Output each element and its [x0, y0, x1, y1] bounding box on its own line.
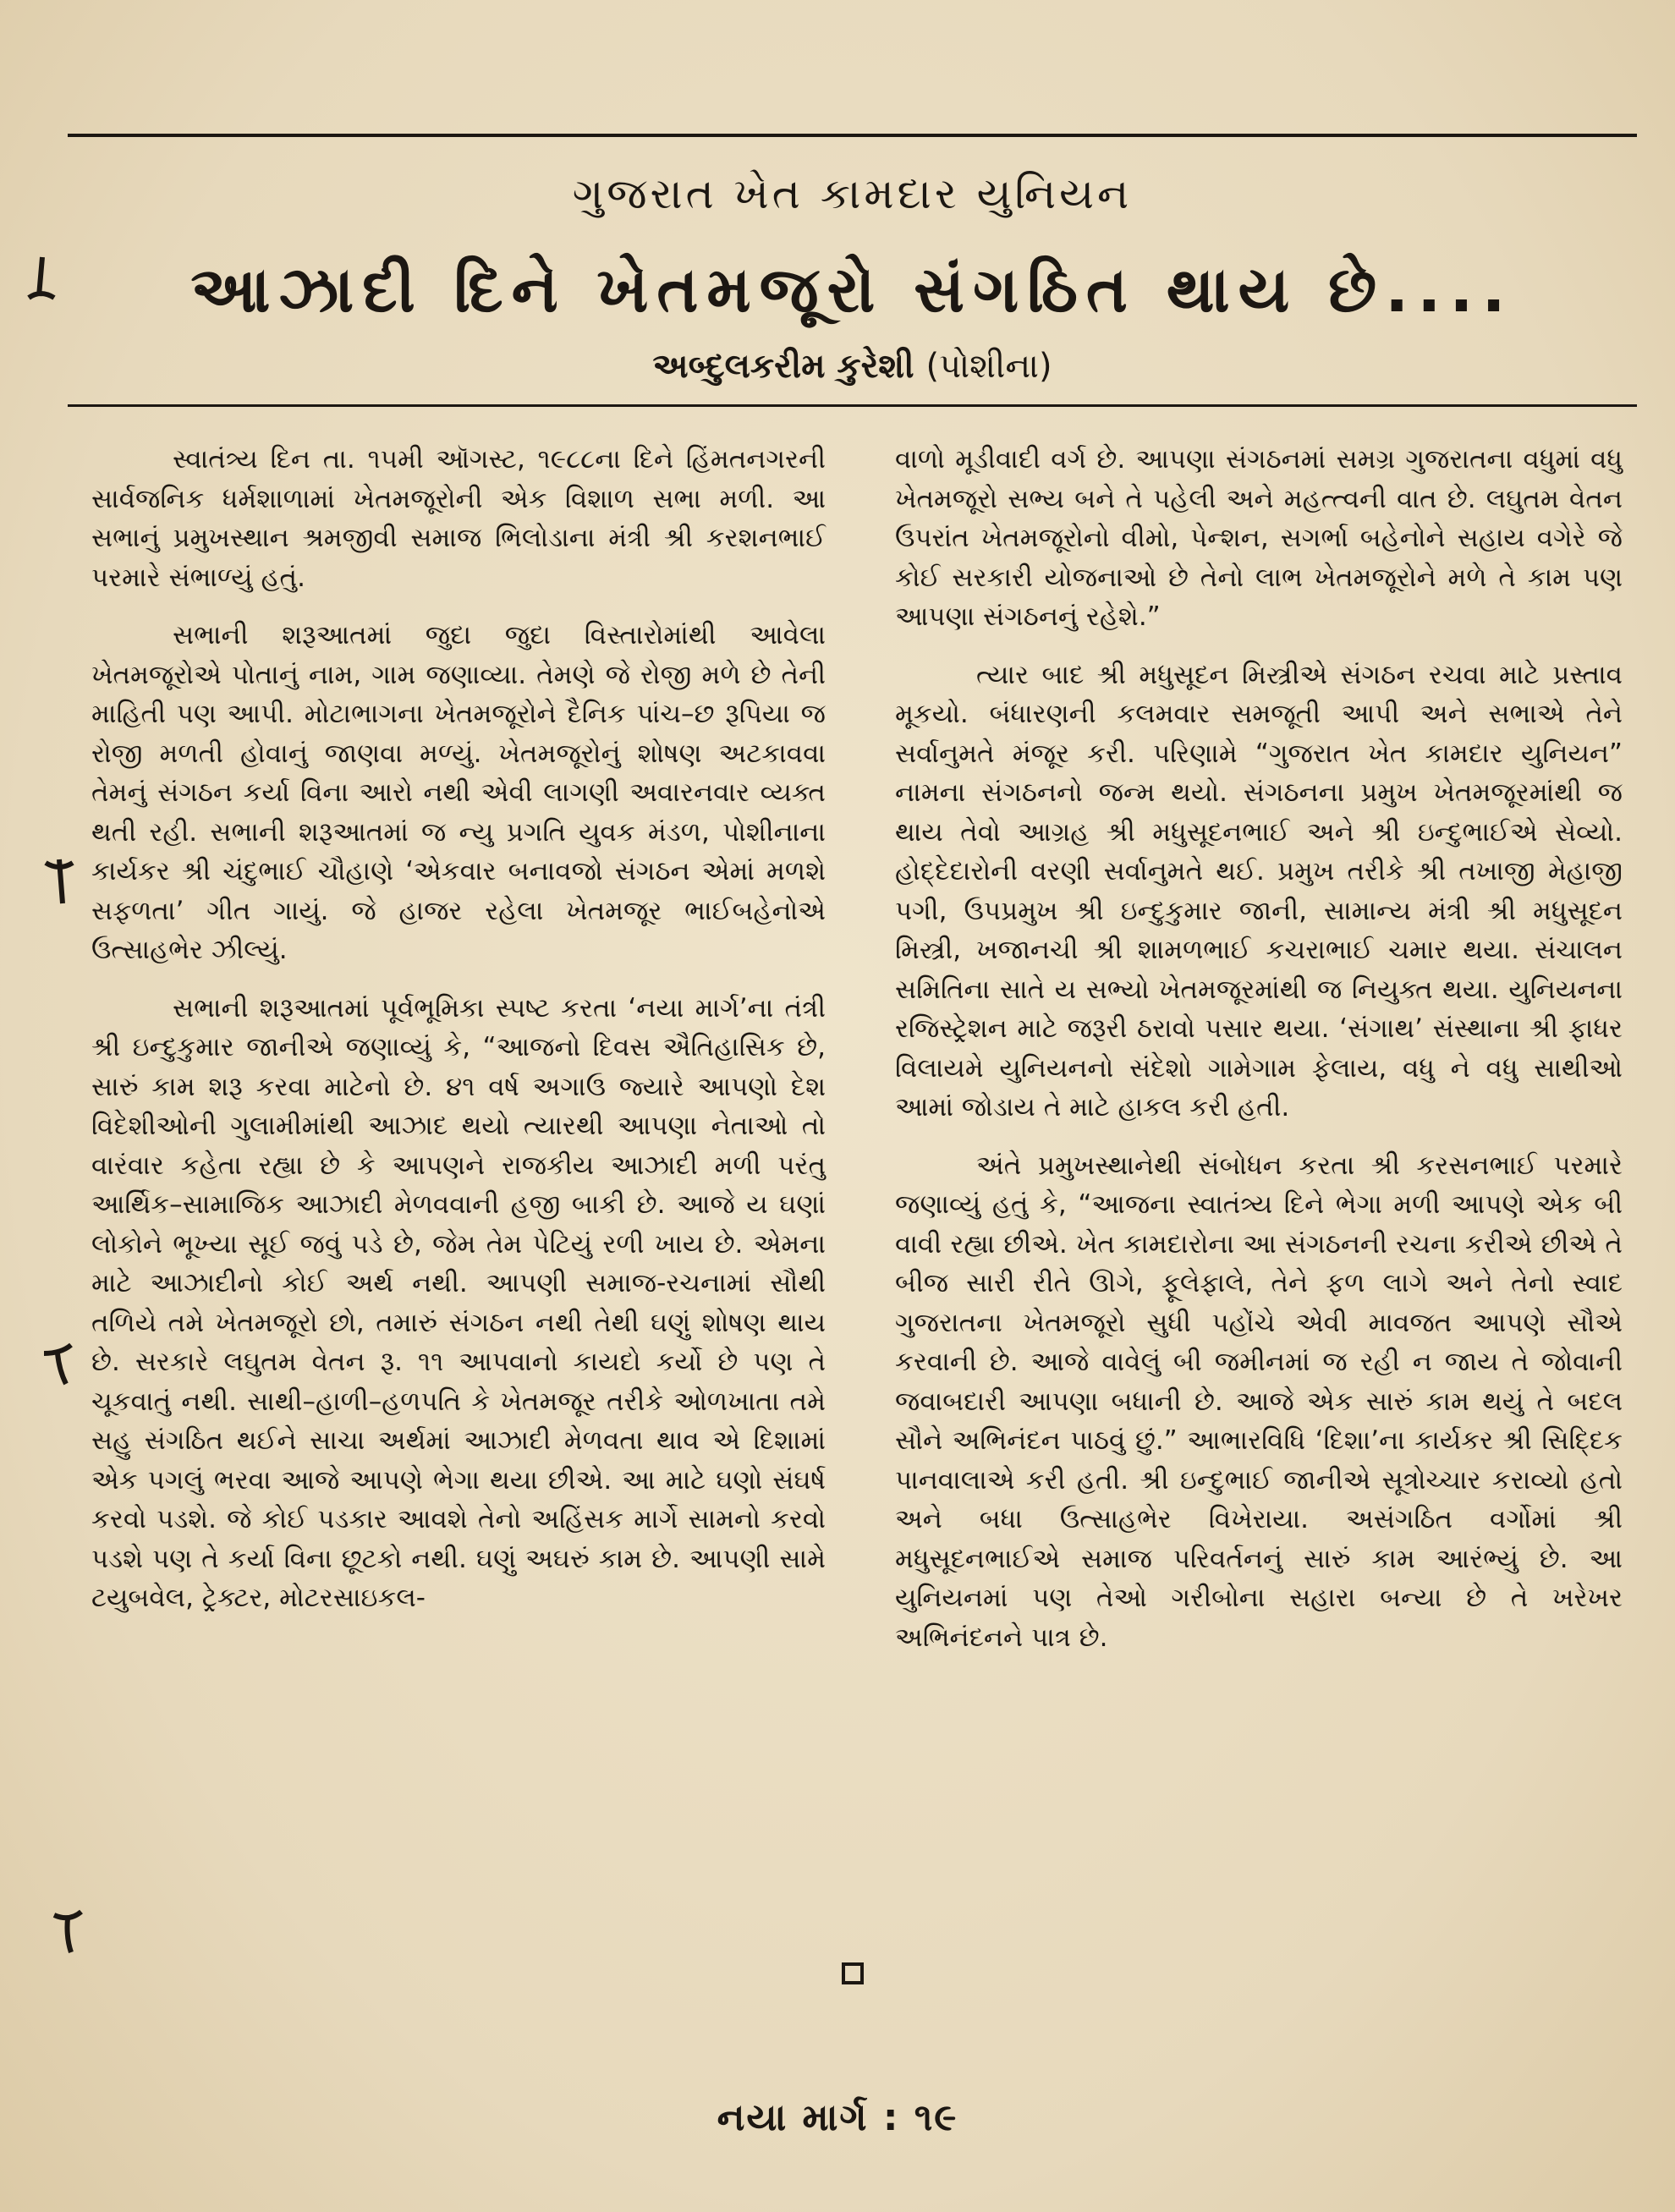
masthead: ગુજરાત ખેત કામદાર યુનિયન [572, 169, 1133, 218]
left-column [91, 440, 826, 1618]
page-footer: નયા માર્ગ : ૧૯ [717, 2096, 958, 2139]
binding-mark-icon [41, 1337, 74, 1387]
paragraph: ત્યાર બાદ શ્રી મધુસૂદન મિસ્ત્રીએ સંગઠન રચવા માટે પ્રસ્તાવ મૂકયો. બંધારણની કલમવાર સમજૂતી આપી અને સભાએ તેને સર્વાનુમતે મંજૂર કરી. પરિણામે “ગુજરાત ખેત કામદાર યુનિયન” નામના સંગઠનનો જન્મ થયો. સંગઠનના પ્રમુખ ખેતમજૂરમાંથી જ થાય તેવો આગ્રહ શ્રી મધુસૂદનભાઈ અને શ્રી ઇન્દુભાઈએ સેવ્યો. હોદ્દેદારોની વરણી સર્વાનુમતે થઈ. પ્રમુખ તરીકે શ્રી તખાજી મેહાજી પગી, ઉપપ્રમુખ શ્રી ઇન્દુકુમાર જાની, સામાન્ય મંત્રી શ્રી મધુસૂદન મિસ્ત્રી, ખજાનચી શ્રી શામળભાઈ કચરાભાઈ ચમાર થયા. સંચાલન સમિતિના સાતે ય સભ્યો ખેતમજૂરમાંથી જ નિયુક્ત થયા. યુનિયનના રજિસ્ટ્રેશન માટે જરૂરી ઠરાવો પસાર થયા. ‘સંગાથ’ સંસ્થાના શ્રી ફાધર વિલાયમે યુનિયનનો સંદેશો ગામેગામ ફેલાય, વધુ ને વધુ સાથીઓ આમાં જોડાય તે માટે હાકલ કરી હતી. [895, 659, 1623, 1122]
binding-mark-icon [24, 254, 58, 305]
paragraph: વાળો મૂડીવાદી વર્ગ છે. આપણા સંગઠનમાં સમગ્ર ગુજરાતના વધુમાં વધુ ખેતમજૂરો સભ્ય બને તે પહેલી અને મહત્ત્વની વાત છે. લઘુતમ વેતન ઉપરાંત ખેતમજૂરોનો વીમો, પેન્શન, સગર્ભા બહેનોને સહાય વગેરે જે કોઈ સરકારી યોજનાઓ છે તેનો લાભ ખેતમજૂરોને મળે તે કામ પણ આપણા સંગઠનનું રહેશે.” [895, 444, 1623, 632]
binding-mark-icon [51, 1903, 85, 1954]
paragraph: સભાની શરૂઆતમાં જુદા જુદા વિસ્તારોમાંથી આવેલા ખેતમજૂરોએ પોતાનું નામ, ગામ જણાવ્યા. તેમણે જે રોજી મળે છે તેની માહિતી પણ આપી. મોટાભાગના ખેતમજૂરોને દૈનિક પાંચ–છ રૂપિયા જ રોજી મળતી હોવાનું જાણવા મળ્યું. ખેતમજૂરોનું શોષણ અટકાવવા તેમનું સંગઠન કર્યા વિના આરો નથી એવી લાગણી અવારનવાર વ્યક્ત થતી રહી. સભાની શરૂઆતમાં જ ન્યુ પ્રગતિ યુવક મંડળ, પોશીનાના કાર્યકર શ્રી ચંદુભાઈ ચૌહાણે ‘એકવાર બનાવજો સંગઠન એમાં મળશે સફળતા’ ગીત ગાયું. જે હાજર રહેલા ખેતમજૂર ભાઈબહેનોએ ઉત્સાહભેર ઝીલ્યું. [91, 620, 826, 965]
binding-mark-icon [42, 856, 76, 907]
author-name: અબ્દુલકરીમ કુરેશી [652, 347, 914, 386]
paragraph: સ્વાતંત્ર્ય દિન તા. ૧૫મી ઑગસ્ટ, ૧૯૮૮ના દિને હિંમતનગરની સાર્વજનિક ધર્મશાળામાં ખેતમજૂરોની એક વિશાળ સભા મળી. આ સભાનું પ્રમુખસ્થાન શ્રમજીવી સમાજ ભિલોડાના મંત્રી શ્રી કરશનભાઈ પરમારે સંભાળ્યું હતું. [91, 444, 826, 593]
author-place: (પોશીના) [925, 347, 1052, 386]
top-rule [68, 134, 1637, 137]
byline [68, 347, 1637, 386]
paragraph: સભાની શરૂઆતમાં પૂર્વભૂમિકા સ્પષ્ટ કરતા ‘નયા માર્ગ’ના તંત્રી શ્રી ઇન્દુકુમાર જાનીએ જણાવ્યું કે, “આજનો દિવસ ઐતિહાસિક છે, સારું કામ શરૂ કરવા માટેનો છે. ૪૧ વર્ષ અગાઉ જ્યારે આપણો દેશ વિદેશીઓની ગુલામીમાંથી આઝાદ થયો ત્યારથી આપણા નેતાઓ તો વારંવાર કહેતા રહ્યા છે કે આપણને રાજકીય આઝાદી મળી પરંતુ આર્થિક–સામાજિક આઝાદી મેળવવાની હજી બાકી છે. આજે ય ઘણાં લોકોને ભૂખ્યા સૂઈ જવું પડે છે, જેમ તેમ પેટિયું રળી ખાય છે. એમના માટે આઝાદીનો કોઈ અર્થ નથી. આપણી સમાજ-રચનામાં સૌથી તળિયે તમે ખેતમજૂરો છો, તમારું સંગઠન નથી તેથી ઘણું શોષણ થાય છે. સરકારે લઘુતમ વેતન રૂ. ૧૧ આપવાનો કાયદો કર્યો છે પણ તે ચૂકવાતું નથી. સાથી–હાળી–હળપતિ કે ખેતમજૂર તરીકે ઓળખાતા તમે સહુ સંગઠિત થઈને સાચા અર્થમાં આઝાદી મેળવતા થાવ એ દિશામાં એક પગલું ભરવા આજે આપણે ભેગા થયા છીએ. આ માટે ઘણો સંઘર્ષ કરવો પડશે. જે કોઈ પડકાર આવશે તેનો અહિંસક માર્ગે સામનો કરવો પડશે પણ તે કર્યા વિના છૂટકો નથી. ઘણું અઘરું કામ છે. આપણી સામે ટયુબવેલ, ટ્રેક્ટર, મોટરસાઇકલ- [91, 992, 826, 1613]
end-mark-square [842, 1962, 864, 1984]
paragraph: અંતે પ્રમુખસ્થાનેથી સંબોધન કરતા શ્રી કરસનભાઈ પરમારે જણાવ્યું હતું કે, “આજના સ્વાતંત્ર્ય દિને ભેગા મળી આપણે એક બી વાવી રહ્યા છીએ. ખેત કામદારોના આ સંગઠનની રચના કરીએ છીએ તે બીજ સારી રીતે ઊગે, ફૂલેફાલે, તેને ફળ લાગે અને તેનો સ્વાદ ગુજરાતના ખેતમજૂરો સુધી પહોંચે એવી માવજત આપણે સૌએ કરવાની છે. આજે વાવેલું બી જમીનમાં જ રહી ન જાય તે જોવાની જવાબદારી આપણા બધાની છે. આજે એક સારું કામ થયું તે બદલ સૌને અભિનંદન પાઠવું છું.” આભારવિધિ ‘દિશા’ના કાર્યકર શ્રી સિદ્દિક પાનવાલાએ કરી હતી. શ્રી ઇન્દુભાઈ જાનીએ સૂત્રોચ્ચાર કરાવ્યો હતો અને બધા ઉત્સાહભેર વિખેરાયા. અસંગઠિત વર્ગોમાં શ્રી મધુસૂદનભાઈએ સમાજ પરિવર્તનનું સારું કામ આરંભ્યું છે. આ યુનિયનમાં પણ તેઓ ગરીબોના સહારા બન્યા છે તે ખરેખર અભિનંદનને પાત્ર છે. [895, 1150, 1623, 1653]
header-rule [68, 404, 1637, 407]
right-column [895, 440, 1623, 1657]
headline: આઝાદી દિને ખેતમજૂરો સંગઠિત થાય છે.... [190, 254, 1514, 327]
